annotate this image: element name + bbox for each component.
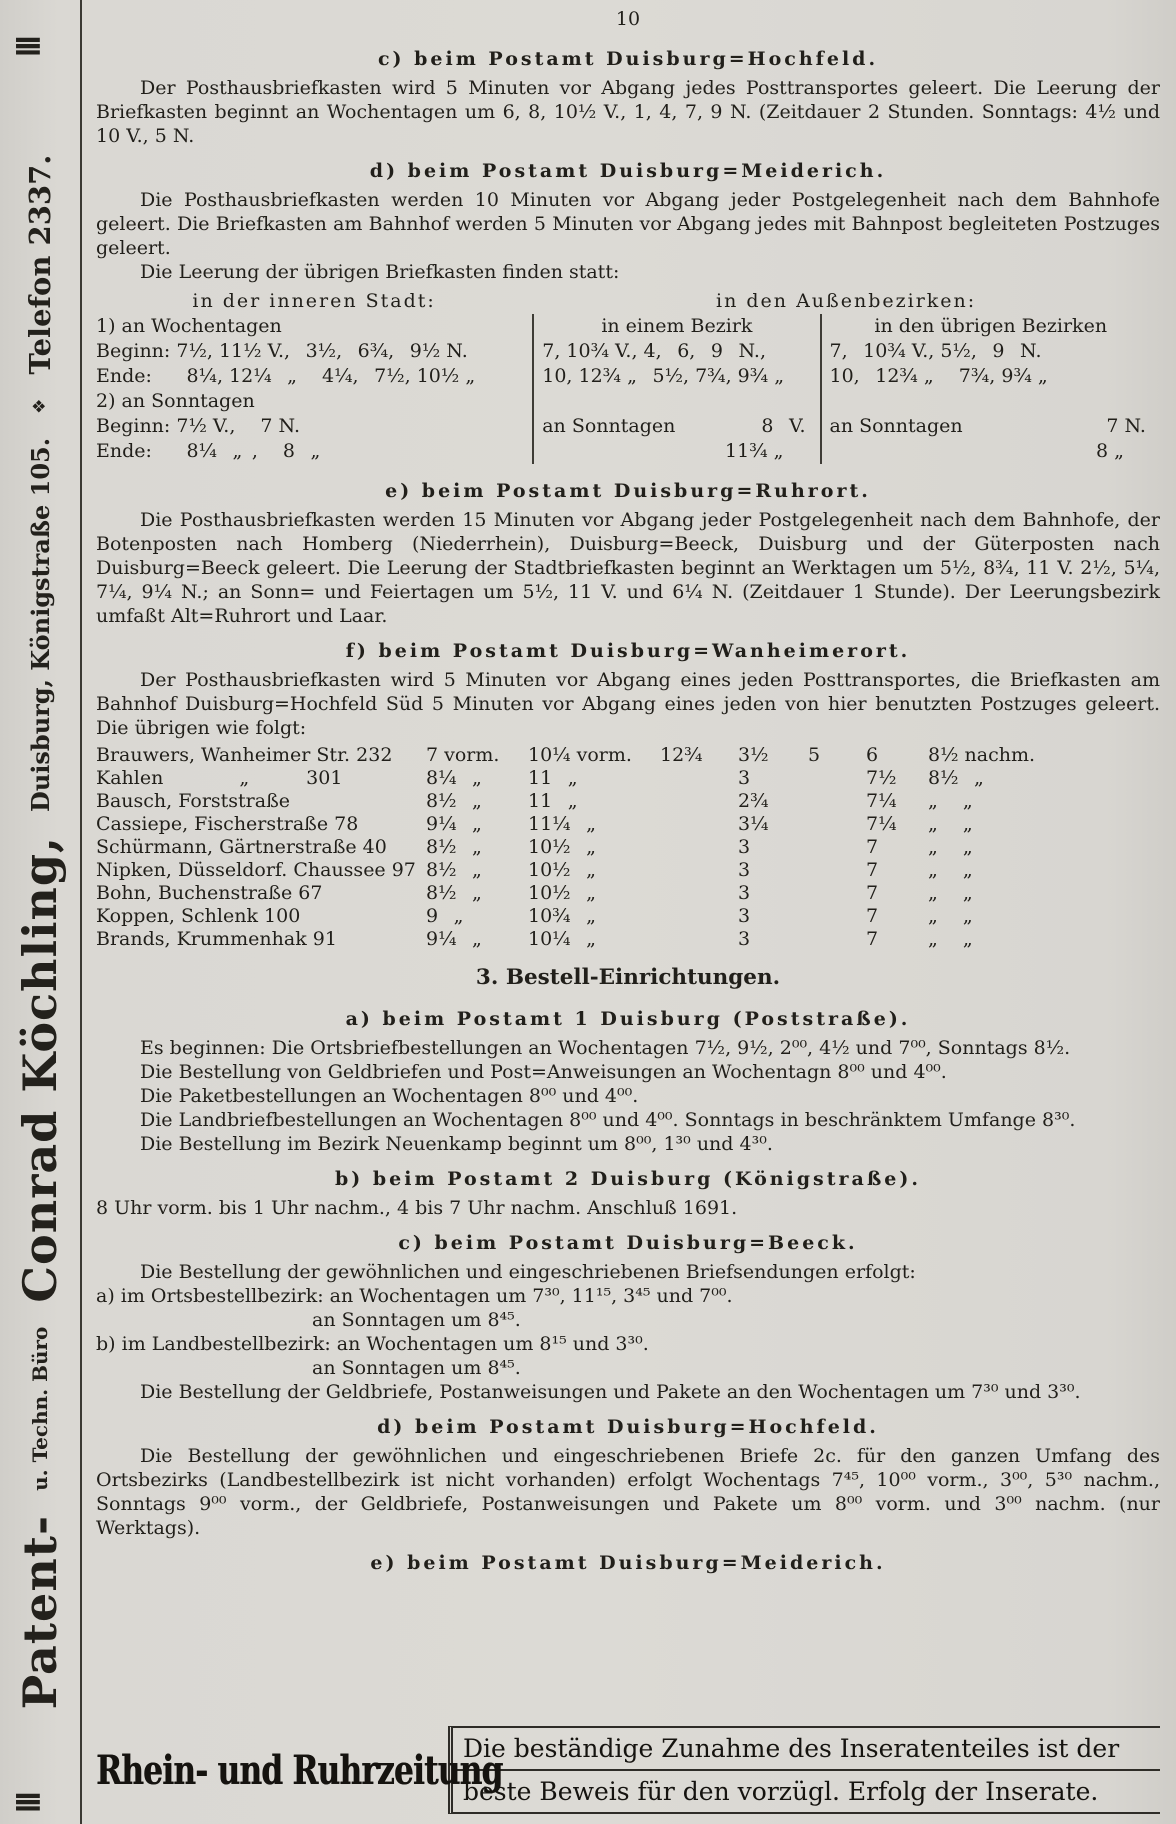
table-cell: 9 „ xyxy=(426,905,464,927)
table-cell: 10¾ „ xyxy=(528,905,596,927)
section-e-heading: e) beim Postamt Duisburg=Ruhrort. xyxy=(385,480,871,502)
briefkasten-leerung-schedule-table xyxy=(96,744,1160,951)
table-cell: 2¾ xyxy=(738,790,769,812)
table-cell: 3 xyxy=(738,859,751,881)
outer-districts-header: in den Außenbezirken: xyxy=(716,290,977,312)
bestell-d-heading: d) beim Postamt Duisburg=Hochfeld. xyxy=(377,1416,879,1438)
table-cell: 8½ „ xyxy=(426,836,482,858)
table-cell: „ „ xyxy=(928,905,973,927)
table-cell: 11¼ „ xyxy=(528,813,596,835)
table-cell: Schürmann, Gärtnerstraße 40 xyxy=(96,836,387,858)
section-d-intro-line: Die Leerung der übrigen Briefkasten finden statt: xyxy=(140,261,620,283)
sunday-time: 8 „ xyxy=(1095,440,1124,462)
table-cell xyxy=(808,928,866,951)
table-cell: 5 xyxy=(808,744,821,766)
times-line: 7, 10¾ V., 5½, 9 N. xyxy=(829,340,1042,362)
table-row xyxy=(96,744,1160,767)
column-header: in einem Bezirk xyxy=(601,315,753,337)
inner-city-header: in der inneren Stadt: xyxy=(192,290,436,312)
bestell-c-paragraph: an Sonntagen um 8⁴⁵. xyxy=(312,1309,521,1331)
sunday-time: 11¾ „ xyxy=(725,440,784,462)
table-cell: 7 xyxy=(866,836,879,858)
table-cell xyxy=(660,767,738,790)
table-cell: 7 xyxy=(866,882,879,904)
table-cell: 8½ „ xyxy=(928,767,984,789)
table-cell: 8½ „ xyxy=(426,790,482,812)
table-cell: 10½ „ xyxy=(528,836,596,858)
sidebar-ad-column xyxy=(0,0,82,1824)
table-cell: 3¼ xyxy=(738,813,769,835)
sunday-row xyxy=(542,414,811,439)
table-cell xyxy=(660,836,738,859)
table-cell: 10½ „ xyxy=(528,859,596,881)
column-header: in den übrigen Bezirken xyxy=(874,315,1108,337)
table-cell: „ „ xyxy=(928,813,973,835)
sunday-label: 2) an Sonntagen xyxy=(96,390,255,412)
table-cell: „ „ xyxy=(928,790,973,812)
table-cell: Brands, Krummenhak 91 xyxy=(96,928,337,950)
bestell-d-paragraph: Die Bestellung der gewöhnlichen und eingeschriebenen Briefe 2c. für den ganzen Umfang des Ortsbezirks (Landbestellbezirk ist nicht vorhanden) erfolgt Wochentags 7⁴⁵, 10⁰⁰ vorm., 3⁰⁰, 5³⁰ nachm., Sonntags 9⁰⁰ vorm., der Geldbriefe, Postanweisungen und Pakete um 8⁰⁰ vorm. und 3⁰⁰ nachm. (nur Werktags). xyxy=(96,1445,1160,1539)
section-f-heading: f) beim Postamt Duisburg=Wanheimerort. xyxy=(345,640,911,662)
bestell-a-heading: a) beim Postamt 1 Duisburg (Poststraße). xyxy=(345,1008,911,1030)
sidebar-buro-label: u. Techn. Büro xyxy=(28,1326,52,1491)
section-e-paragraph: Die Posthausbriefkasten werden 15 Minuten vor Abgang jeder Postgelegenheit nach dem Bahnhofe, der Botenposten nach Homberg (Niederrhein), Duisburg=Beeck, Duisburg und der Güterposten nach Duisburg=Beeck geleert. Die Leerung der Stadtbriefkasten beginnt an Werktagen um 5½, 8¾, 11 V. 2½, 5¼, 7¼, 9¼ N.; an Sonn= und Feiertagen um 5½, 11 V. und 6¼ N. (Zeitdauer 1 Stunde). Der Leerungsbezirk umfaßt Alt=Ruhrort und Laar. xyxy=(96,509,1160,627)
bestell-c-paragraph: Die Bestellung der gewöhnlichen und eingeschriebenen Briefsendungen erfolgt: xyxy=(140,1261,916,1283)
table-cell: 6 xyxy=(866,744,879,766)
table-row xyxy=(96,790,1160,813)
bestell-a-paragraph: Die Bestellung von Geldbriefen und Post=Anweisungen an Wochentagn 8⁰⁰ und 4⁰⁰. xyxy=(140,1061,947,1083)
table-cell xyxy=(808,882,866,905)
table-cell: „ „ xyxy=(928,836,973,858)
times-line: 7, 10¾ V., 4, 6, 9 N., xyxy=(542,340,767,362)
sunday-label: an Sonntagen xyxy=(829,415,963,437)
table-cell: 11 „ xyxy=(528,767,578,789)
table-cell xyxy=(660,790,738,813)
section-d-paragraph: Die Posthausbriefkasten werden 10 Minuten vor Abgang jeder Postgelegenheit nach dem Bahnhofe geleert. Die Briefkasten am Bahnhof werden 5 Minuten vor Abgang jedes mit Bahnpost begleiteten Postzuges geleert. xyxy=(96,189,1160,259)
table-cell: 3 xyxy=(738,905,751,927)
table-cell: 10¼ „ xyxy=(528,928,596,950)
ad-text-line: beste Beweis für den vorzügl. Erfolg der Inserate. xyxy=(463,1777,1099,1806)
table-cell: 7 xyxy=(866,928,879,950)
table-row xyxy=(96,905,1160,928)
table-cell: Bausch, Forststraße xyxy=(96,790,291,812)
section-c-heading: c) beim Postamt Duisburg=Hochfeld. xyxy=(377,48,879,70)
section-c-paragraph: Der Posthausbriefkasten wird 5 Minuten vor Abgang jedes Posttransportes geleert. Die Leerung der Briefkasten beginnt an Wochentagen um 6, 8, 10½ V., 1, 4, 7, 9 N. (Zeitdauer 2 Stunden. Sonntags: 4½ und 10 V., 5 N. xyxy=(96,77,1160,147)
table-row xyxy=(96,767,1160,790)
triple-bar-icon: ≡ xyxy=(12,1778,44,1823)
page-content xyxy=(84,0,1176,1824)
sunday-beginn: Beginn: 7½ V., 7 N. xyxy=(96,415,300,437)
bestell-a-paragraph: Es beginnen: Die Ortsbriefbestellungen an Wochentagen 7½, 9½, 2⁰⁰, 4½ und 7⁰⁰, Sonntags 8½. xyxy=(140,1037,1071,1059)
table-cell: 3 xyxy=(738,882,751,904)
table-row xyxy=(96,859,1160,882)
table-cell: 9¼ „ xyxy=(426,928,482,950)
section-d-heading: d) beim Postamt Duisburg=Meiderich. xyxy=(369,160,887,182)
bestell-section-title: 3. Bestell-Einrichtungen. xyxy=(475,965,781,990)
table-cell: 3 xyxy=(738,767,751,789)
sidebar-brand-name: Conrad Köchling, xyxy=(13,835,67,1303)
times-line: 10, 12¾ „ 5½, 7¾, 9¾ „ xyxy=(542,365,785,387)
inner-city-column xyxy=(96,314,532,464)
table-cell: 3 xyxy=(738,836,751,858)
bestell-a-paragraph: Die Landbriefbestellungen an Wochentagen 8⁰⁰ und 4⁰⁰. Sonntags in beschränktem Umfange 8³⁰. xyxy=(140,1109,1076,1131)
weekday-ende: Ende: 8¼, 12¼ „ 4¼, 7½, 10½ „ xyxy=(96,365,476,387)
table-cell: 7½ xyxy=(866,767,897,789)
bestell-b-heading: b) beim Postamt 2 Duisburg (Königstraße). xyxy=(335,1168,921,1190)
triple-bar-icon: ≡ xyxy=(12,22,44,67)
table-row xyxy=(96,813,1160,836)
table-cell: 3 xyxy=(738,928,751,950)
weekday-label: 1) an Wochentagen xyxy=(96,315,282,337)
section-f-paragraph: Der Posthausbriefkasten wird 5 Minuten vor Abgang eines jeden Posttransportes, die Briefkasten am Bahnhof Duisburg=Hochfeld Süd 5 Minuten vor Abgang eines jeden von hier benutzten Postzuges geleert. Die übrigen wie folgt: xyxy=(96,669,1160,739)
table-cell: „ „ xyxy=(928,928,973,950)
table-cell: 11 „ xyxy=(528,790,578,812)
leerung-table xyxy=(96,314,1160,464)
table-cell xyxy=(660,905,738,928)
table-cell xyxy=(660,859,738,882)
table-cell: Brauwers, Wanheimer Str. 232 xyxy=(96,744,393,766)
table-cell: 7¼ xyxy=(866,790,897,812)
sunday-label: an Sonntagen xyxy=(542,415,676,437)
one-district-column xyxy=(532,314,819,464)
bestell-a-paragraph: Die Paketbestellungen an Wochentagen 8⁰⁰ und 4⁰⁰. xyxy=(140,1085,639,1107)
sunday-ende: Ende: 8¼ „ , 8 „ xyxy=(96,440,321,462)
bestell-c-paragraph: a) im Ortsbestellbezirk: an Wochentagen um 7³⁰, 11¹⁵, 3⁴⁵ und 7⁰⁰. xyxy=(96,1285,733,1307)
bestell-c-paragraph: an Sonntagen um 8⁴⁵. xyxy=(312,1357,521,1379)
table-row xyxy=(96,882,1160,905)
table-row xyxy=(96,836,1160,859)
table-row xyxy=(96,928,1160,951)
newspaper-brand xyxy=(96,1726,503,1814)
table-cell: 8½ „ xyxy=(426,859,482,881)
sidebar-ad-text xyxy=(0,112,80,1752)
table-cell xyxy=(660,928,738,951)
table-cell: „ „ xyxy=(928,882,973,904)
table-cell: 3½ xyxy=(738,744,769,766)
table-cell: 8¼ „ xyxy=(426,767,482,789)
table-cell: „ „ xyxy=(928,859,973,881)
table-cell: Bohn, Buchenstraße 67 xyxy=(96,882,323,904)
table-cell xyxy=(808,767,866,790)
times-line: 10, 12¾ „ 7¾, 9¾ „ xyxy=(829,365,1048,387)
table-cell: 10¼ vorm. xyxy=(528,744,632,766)
sidebar-telefon: Telefon 2337. xyxy=(23,154,57,375)
other-districts-column xyxy=(820,314,1160,464)
bestell-c-paragraph: Die Bestellung der Geldbriefe, Postanweisungen und Pakete an den Wochentagen um 7³⁰ und 3³⁰. xyxy=(140,1381,1081,1403)
table-cell xyxy=(808,836,866,859)
bestell-e-heading: e) beim Postamt Duisburg=Meiderich. xyxy=(370,1552,886,1574)
bestell-b-paragraph: 8 Uhr vorm. bis 1 Uhr nachm., 4 bis 7 Uhr nachm. Anschluß 1691. xyxy=(96,1197,738,1219)
table-cell xyxy=(660,813,738,836)
weekday-beginn: Beginn: 7½, 11½ V., 3½, 6¾, 9½ N. xyxy=(96,340,468,362)
table-cell: Nipken, Düsseldorf. Chaussee 97 xyxy=(96,859,416,881)
sunday-time: 8 V. xyxy=(761,415,806,437)
table-cell: 7 xyxy=(866,859,879,881)
table-cell: 7 xyxy=(866,905,879,927)
bestell-c-heading: c) beim Postamt Duisburg=Beeck. xyxy=(398,1232,858,1254)
table-cell xyxy=(808,813,866,836)
newspaper-brand-text: Rhein- und Ruhrzeitung xyxy=(96,1746,503,1794)
sidebar-address: Duisburg, Königstraße 105. xyxy=(25,437,55,812)
ad-text-line: Die beständige Zunahme des Inseratenteiles ist der xyxy=(453,1728,1160,1771)
newspaper-ad-text xyxy=(448,1726,1160,1814)
table-cell: 8½ nachm. xyxy=(928,744,1036,766)
table-cell xyxy=(808,790,866,813)
table-cell: Kahlen „ 301 xyxy=(96,767,343,789)
table-cell: Cassiepe, Fischerstraße 78 xyxy=(96,813,359,835)
page-number: 10 xyxy=(615,8,641,30)
bestell-c-paragraph: b) im Landbestellbezirk: an Wochentagen um 8¹⁵ und 3³⁰. xyxy=(96,1333,649,1355)
table-cell: Koppen, Schlenk 100 xyxy=(96,905,301,927)
table-cell xyxy=(808,859,866,882)
bestell-a-paragraph: Die Bestellung im Bezirk Neuenkamp beginnt um 8⁰⁰, 1³⁰ und 4³⁰. xyxy=(140,1133,773,1155)
sunday-time: 7 N. xyxy=(1106,415,1146,437)
table-cell: 8½ „ xyxy=(426,882,482,904)
table-cell: 10½ „ xyxy=(528,882,596,904)
leerung-table-header xyxy=(96,290,1160,312)
sidebar-brand-patent: Patent- xyxy=(13,1514,67,1710)
newspaper-ad xyxy=(96,1726,1160,1814)
table-cell xyxy=(808,905,866,928)
table-cell: 12¾ xyxy=(660,744,703,766)
table-cell xyxy=(660,882,738,905)
sunday-row xyxy=(830,414,1152,439)
table-cell: 9¼ „ xyxy=(426,813,482,835)
diamond-icon: ❖ xyxy=(30,398,50,414)
table-cell: 7 vorm. xyxy=(426,744,500,766)
table-cell: 7¼ xyxy=(866,813,897,835)
